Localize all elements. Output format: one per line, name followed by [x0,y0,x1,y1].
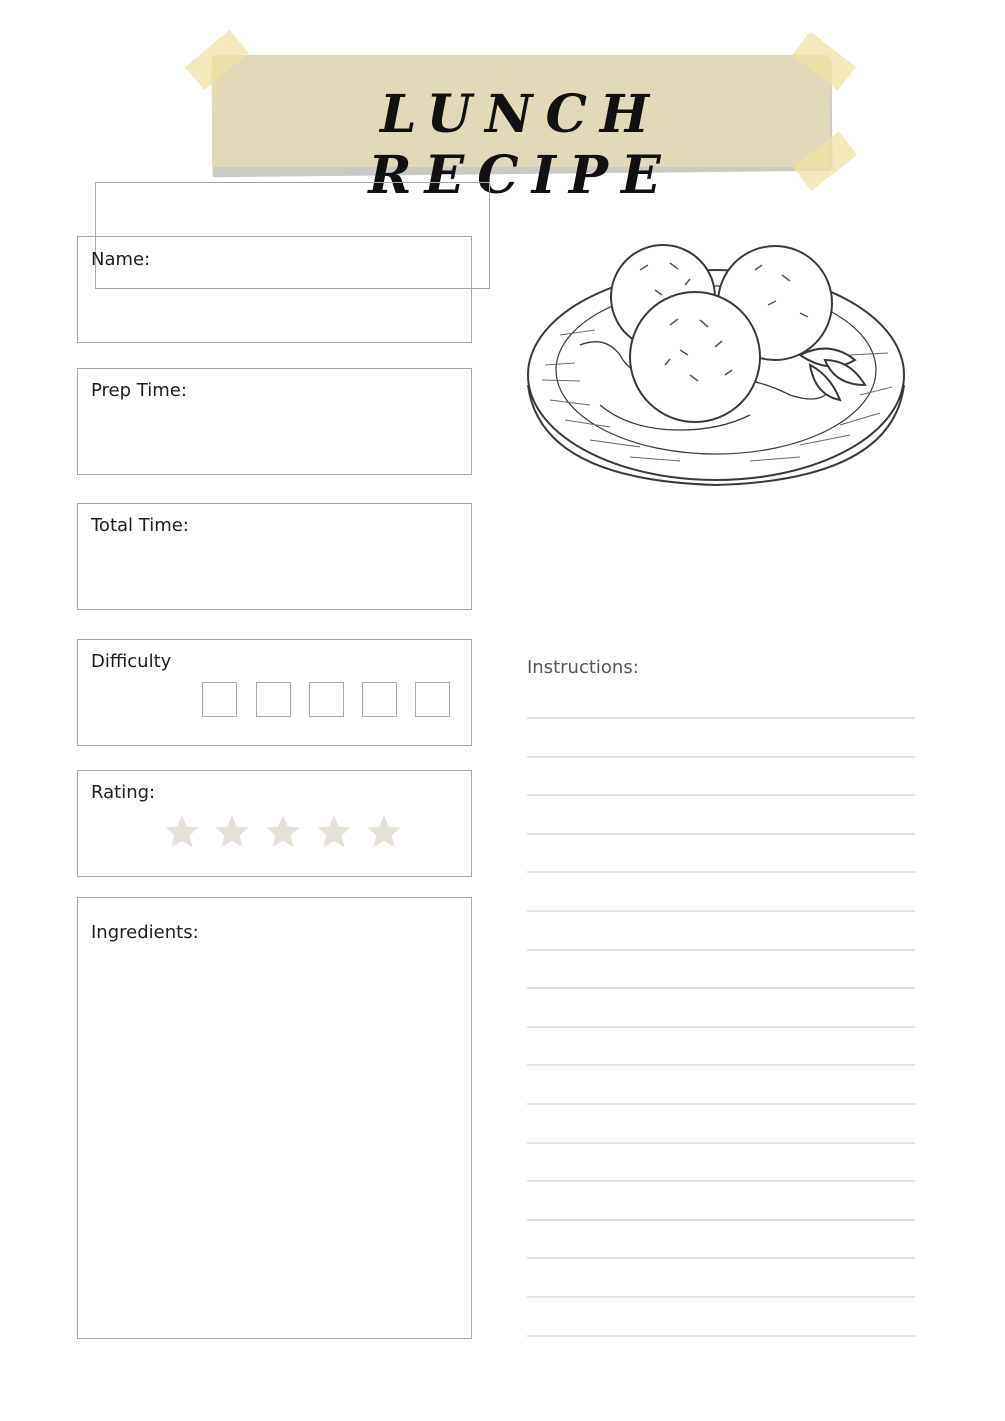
difficulty-checkbox-3[interactable] [309,682,344,717]
instruction-line[interactable] [527,1335,915,1337]
rating-star-5-icon[interactable] [364,812,404,852]
rating-star-2-icon[interactable] [212,812,252,852]
instruction-line[interactable] [527,910,915,912]
name-label: Name: [91,249,151,270]
instruction-line[interactable] [527,949,915,951]
instruction-line[interactable] [527,794,915,796]
difficulty-checkbox-1[interactable] [202,682,237,717]
instruction-line[interactable] [527,1103,915,1105]
difficulty-checkbox-4[interactable] [362,682,397,717]
instruction-line[interactable] [527,1026,915,1028]
instruction-line[interactable] [527,1180,915,1182]
prep-time-label: Prep Time: [91,380,187,401]
total-time-label: Total Time: [91,515,189,536]
rating-star-4-icon[interactable] [314,812,354,852]
instructions-label: Instructions: [527,657,639,678]
instruction-line[interactable] [527,1257,915,1259]
instruction-line[interactable] [527,871,915,873]
instruction-line[interactable] [527,1219,915,1221]
rating-label: Rating: [91,782,156,803]
difficulty-checkbox-2[interactable] [256,682,291,717]
instruction-line[interactable] [527,833,915,835]
difficulty-checkbox-5[interactable] [415,682,450,717]
ingredients-field[interactable] [77,897,472,1339]
meatballs-on-plate-icon [520,235,912,495]
page-title: LUNCH RECIPE [368,84,674,206]
ingredients-label: Ingredients: [91,922,199,943]
instruction-line[interactable] [527,987,915,989]
instruction-line[interactable] [527,756,915,758]
instruction-line[interactable] [527,1296,915,1298]
instruction-line[interactable] [527,1142,915,1144]
instruction-line[interactable] [527,1064,915,1066]
rating-star-3-icon[interactable] [263,812,303,852]
instruction-line[interactable] [527,717,915,719]
difficulty-label: Difficulty [91,651,172,672]
rating-star-1-icon[interactable] [162,812,202,852]
